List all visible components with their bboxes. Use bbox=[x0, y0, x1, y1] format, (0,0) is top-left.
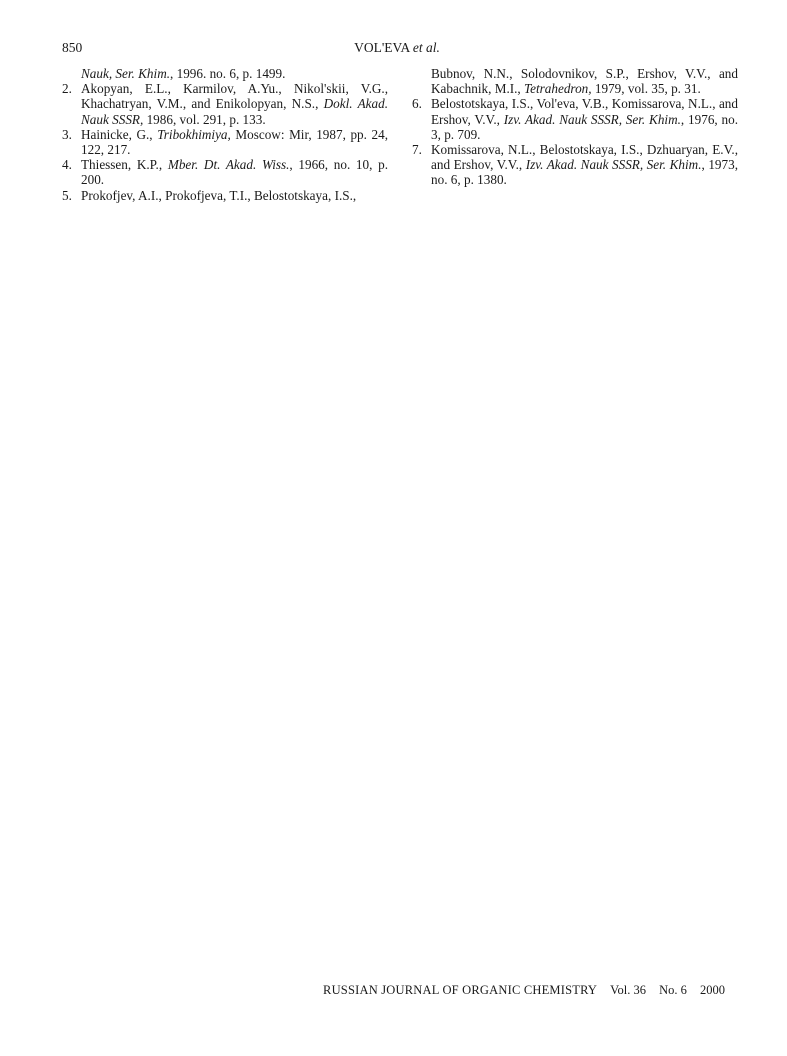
reference-number: 7. bbox=[412, 142, 422, 158]
reference-source-italic: Tetrahedron, bbox=[524, 81, 592, 97]
reference-source-italic: Izv. Akad. Nauk SSSR, Ser. Khim. bbox=[503, 111, 681, 127]
reference-number: 6. bbox=[412, 96, 422, 112]
reference-text: 1986, vol. 291, p. 133. bbox=[143, 111, 266, 127]
reference-item bbox=[62, 188, 388, 203]
journal-year: 2000 bbox=[700, 983, 725, 997]
reference-text: , 1996. no. 6, p. 1499. bbox=[170, 66, 286, 81]
reference-source-italic: Mber. Dt. Akad. Wiss. bbox=[167, 157, 290, 173]
reference-number: 3. bbox=[62, 126, 72, 142]
running-title bbox=[62, 40, 732, 56]
references-left-column bbox=[62, 66, 388, 203]
reference-item bbox=[412, 96, 738, 142]
reference-text: , 1973, no. 6, p. 1380. bbox=[431, 157, 738, 188]
reference-text: Hainicke, G., bbox=[81, 126, 158, 142]
journal-issue: No. 6 bbox=[659, 983, 687, 997]
reference-text: Belostotskaya, I.S., Vol'eva, V.B., Komissarova, N.L., and Ershov, V.V., bbox=[431, 96, 738, 127]
reference-item bbox=[62, 127, 388, 157]
reference-number: 2. bbox=[62, 81, 72, 97]
reference-text: 1979, vol. 35, p. 31. bbox=[591, 81, 701, 97]
reference-source-italic: Izv. Akad. Nauk SSSR, Ser. Khim. bbox=[525, 157, 702, 173]
reference-text: Prokofjev, A.I., Prokofjeva, T.I., Belostotskaya, I.S., bbox=[81, 187, 357, 203]
reference-text: , 1976, no. 3, p. 709. bbox=[431, 111, 739, 142]
page-number: 850 bbox=[62, 40, 83, 55]
reference-continuation bbox=[412, 66, 738, 96]
reference-item bbox=[412, 142, 738, 188]
reference-number: 4. bbox=[62, 157, 72, 173]
journal-name: RUSSIAN JOURNAL OF ORGANIC CHEMISTRY bbox=[323, 983, 598, 997]
reference-text: Moscow: Mir, 1987, pp. 24, 122, 217. bbox=[81, 126, 389, 158]
reference-number: 5. bbox=[62, 187, 72, 203]
running-title-etal: et al. bbox=[412, 40, 440, 55]
running-title-authors: VOL'EVA bbox=[354, 40, 410, 55]
reference-source-italic: Dokl. Akad. Nauk SSSR, bbox=[81, 96, 389, 127]
page-footer bbox=[323, 983, 725, 998]
reference-source-italic: Nauk, Ser. Khim. bbox=[81, 66, 171, 81]
reference-source-italic: Tribokhimiya, bbox=[157, 126, 231, 142]
journal-volume: Vol. 36 bbox=[610, 983, 646, 997]
reference-text: Akopyan, E.L., Karmilov, A.Yu., Nikol'skii, V.G., Khachatryan, V.M., and Enikolopyan, N.S., bbox=[81, 81, 388, 112]
reference-text: Bubnov, N.N., Solodovnikov, S.P., Ershov, V.V., and Kabachnik, M.I., bbox=[431, 66, 738, 97]
reference-item bbox=[62, 157, 388, 187]
page-header bbox=[62, 40, 732, 58]
references-right-column bbox=[412, 66, 738, 188]
reference-text: , 1966, no. 10, p. 200. bbox=[81, 157, 388, 188]
reference-item bbox=[62, 81, 388, 127]
reference-text: Komissarova, N.L., Belostotskaya, I.S., Dzhuaryan, E.V., and Ershov, V.V., bbox=[431, 142, 738, 173]
reference-text: Thiessen, K.P., bbox=[81, 157, 168, 173]
reference-continuation bbox=[62, 66, 388, 81]
